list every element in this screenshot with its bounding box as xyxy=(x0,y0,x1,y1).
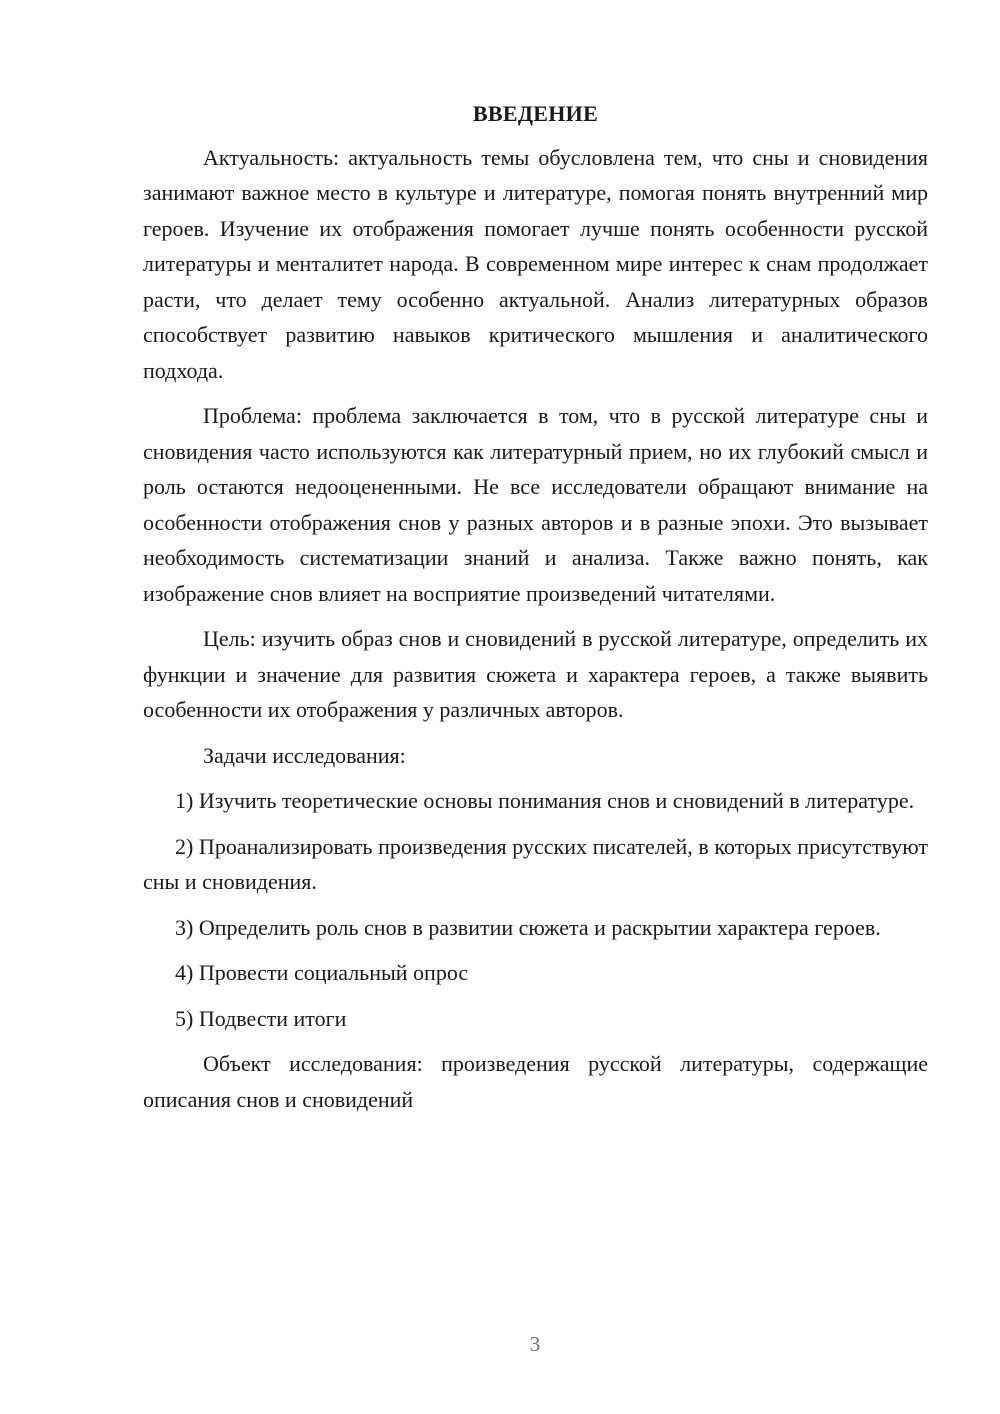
problem-paragraph: Проблема: проблема заключается в том, что в русской литературе сны и сновидения часто используются как литературный прием, но их глубокий смысл и роль остаются недооцененными. Не все исследователи обращают внимание на особенности отображения снов у разных авторов и в разные эпохи. Это вызывает необходимость систематизации знаний и анализа. Также важно понять, как изображение снов влияет на восприятие произведений читателями. xyxy=(143,403,928,606)
page-number: 3 xyxy=(529,1332,541,1356)
task-item-4: 4) Провести социальный опрос xyxy=(175,960,469,985)
task-item-5: 5) Подвести итоги xyxy=(175,1005,347,1031)
page-content xyxy=(143,96,928,1127)
task-item-2: 2) Проанализировать произведения русских писателей, в которых присутствуют сны и сновидения. xyxy=(143,833,928,894)
object-paragraph: Объект исследования: произведения русской литературы, содержащие описания снов и сновидений xyxy=(143,1051,928,1112)
goal-paragraph: Цель: изучить образ снов и сновидений в русской литературе, определить их функции и значение для развития сюжета и характера героев, а также выявить особенности их отображения у различных авторов. xyxy=(143,626,928,722)
relevance-paragraph: Актуальность: актуальность темы обусловлена тем, что сны и сновидения занимают важное место в культуре и литературе, помогая понять внутренний мир героев. Изучение их отображения помогает лучше понять особенности русской литературы и менталитет народа. В современном мире интерес к снам продолжает расти, что делает тему особенно актуальной. Анализ литературных образов способствует развитию навыков критического мышления и аналитического подхода. xyxy=(143,144,928,383)
task-item-3: 3) Определить роль снов в развитии сюжета и раскрытии характера героев. xyxy=(175,914,881,940)
tasks-heading: Задачи исследования: xyxy=(203,742,406,768)
task-item-1: 1) Изучить теоретические основы понимания снов и сновидений в литературе. xyxy=(175,788,915,813)
section-title: ВВЕДЕНИЕ xyxy=(472,101,599,126)
